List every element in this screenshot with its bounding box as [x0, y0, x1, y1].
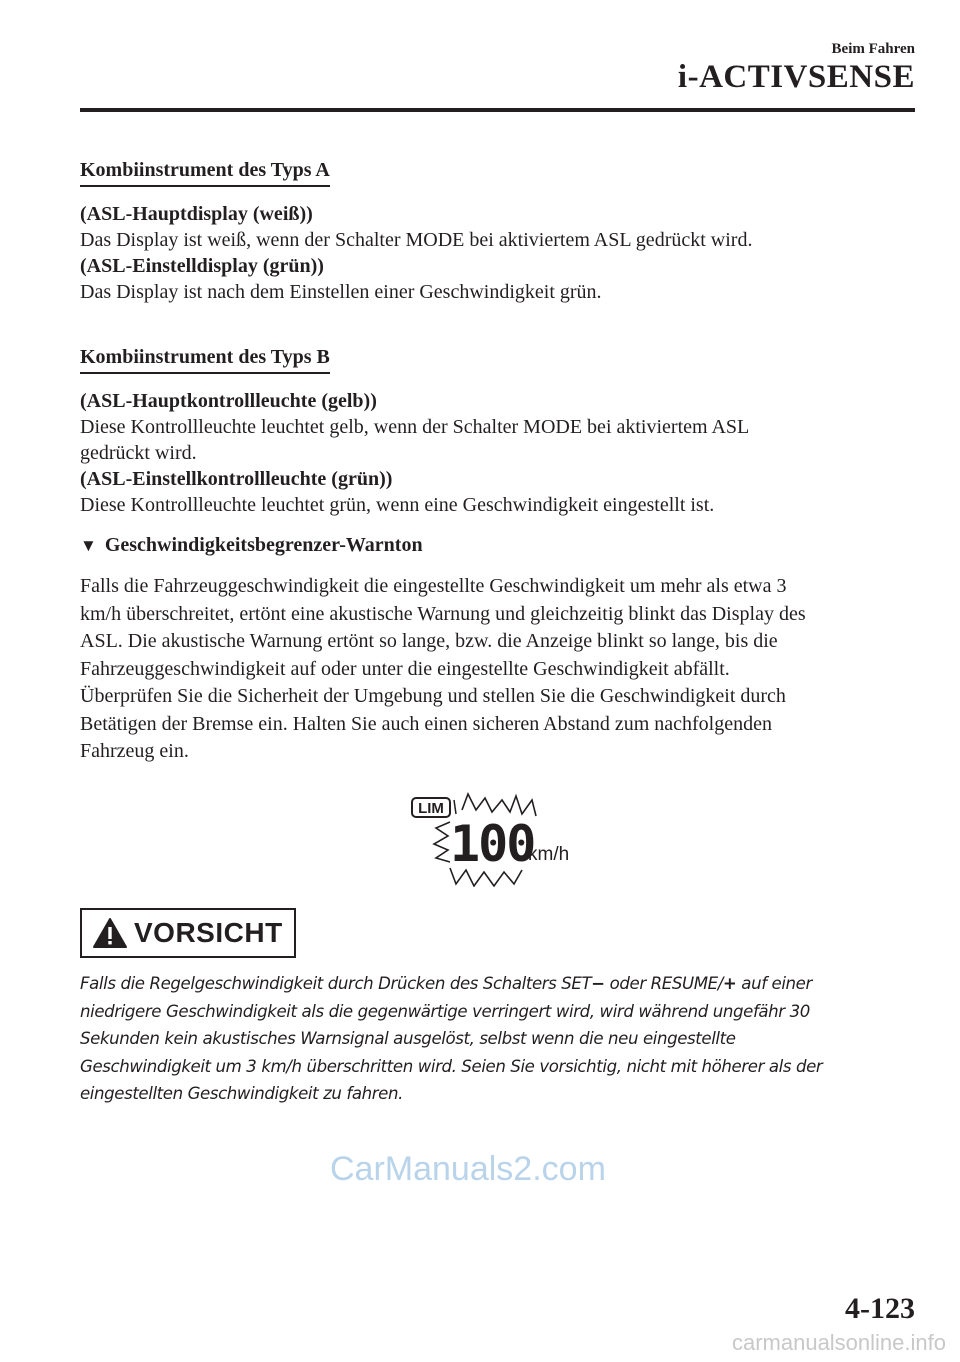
warning-triangle-icon [92, 917, 128, 949]
warning-tone-line: km/h überschreitet, ertönt eine akustische Warnung und gleichzeitig blinkt das Display des [80, 602, 806, 625]
speed-limiter-display-figure [410, 792, 590, 887]
warning-tone-line: ASL. Die akustische Warnung ertönt so lange, bzw. die Anzeige blinkt so lange, bis die [80, 630, 778, 652]
type-a-title: Kombiinstrument des Typs A [80, 158, 330, 187]
warning-tone-line: Fahrzeug ein. [80, 740, 189, 762]
type-a-main-text: Das Display ist weiß, wenn der Schalter MODE bei aktiviertem ASL gedrückt wird. [80, 229, 753, 251]
chapter-title: i-ACTIVSENSE [677, 59, 915, 95]
blink-rays-top [462, 794, 536, 816]
type-a-set-text: Das Display ist nach dem Einstellen einer Geschwindigkeit grün. [80, 281, 602, 303]
type-b-set-text: Diese Kontrollleuchte leuchtet grün, wenn eine Geschwindigkeit eingestellt ist. [80, 494, 715, 516]
speed-digits: 100 [450, 815, 535, 873]
caution-banner [80, 908, 296, 958]
warning-tone-line: Fahrzeuggeschwindigkeit auf oder unter die eingestellte Geschwindigkeit abfällt. [80, 657, 730, 680]
warning-tone-section [80, 532, 910, 766]
warning-tone-title: Geschwindigkeitsbegrenzer-Warnton [104, 534, 423, 556]
section-name: Beim Fahren [831, 41, 915, 57]
type-b-set-title: (ASL-Einstellkontrollleuchte (grün)) [80, 468, 393, 490]
speed-unit: km/h [528, 844, 570, 865]
warning-tone-line: Überprüfen Sie die Sicherheit der Umgebung und stellen Sie die Geschwindigkeit durch [80, 685, 786, 707]
type-a-main-title: (ASL-Hauptdisplay (weiß)) [80, 203, 313, 225]
caution-line: Sekunden kein akustisches Warnsignal ausgelöst, selbst wenn die neu eingestellte [80, 1029, 736, 1048]
lim-tick [454, 800, 456, 814]
plus-icon: + [722, 974, 737, 993]
type-b-main-text-2: gedrückt wird. [80, 442, 197, 464]
warning-tone-line: Falls die Fahrzeuggeschwindigkeit die eingestellte Geschwindigkeit um mehr als etwa 3 [80, 575, 787, 597]
page-number: 4-123 [845, 1292, 915, 1325]
type-b-title: Kombiinstrument des Typs B [80, 345, 330, 374]
type-b-section [80, 345, 910, 518]
caution-line-1a: Falls die Regelgeschwindigkeit durch Drücken des Schalters SET [80, 974, 592, 993]
page-header [678, 40, 915, 96]
caution-line-1b: oder RESUME/ [604, 974, 723, 993]
warning-tone-heading [80, 532, 910, 559]
type-a-set-title: (ASL-Einstelldisplay (grün)) [80, 255, 324, 277]
caution-text [80, 970, 920, 1108]
caution-line: Geschwindigkeit um 3 km/h überschritten wird. Seien Sie vorsichtig, nicht mit höherer als der [80, 1056, 823, 1076]
type-b-main-text-1: Diese Kontrollleuchte leuchtet gelb, wenn der Schalter MODE bei aktiviertem ASL [80, 416, 750, 438]
caution-label: VORSICHT [134, 917, 283, 948]
lim-label: LIM [418, 800, 444, 817]
warning-tone-line: Betätigen der Bremse ein. Halten Sie auch einen sicheren Abstand zum nachfolgenden [80, 712, 772, 735]
blink-rays-left [434, 822, 450, 862]
footer-site: carmanualsonline.info [731, 1330, 946, 1355]
triangle-down-icon: ▼ [80, 536, 97, 555]
header-rule [80, 108, 915, 112]
main-content [80, 158, 910, 766]
type-b-main-title: (ASL-Hauptkontrollleuchte (gelb)) [80, 390, 377, 412]
watermark: CarManuals2.com [330, 1150, 606, 1188]
caution-line: eingestellten Geschwindigkeit zu fahren. [80, 1084, 403, 1103]
type-a-section [80, 158, 910, 305]
minus-icon: − [591, 974, 605, 993]
caution-line: niedrigere Geschwindigkeit als die gegenwärtige verringert wird, wird während ungefähr 30 [80, 1001, 810, 1021]
caution-line [80, 970, 920, 998]
caution-line-1c: auf einer [736, 974, 812, 993]
